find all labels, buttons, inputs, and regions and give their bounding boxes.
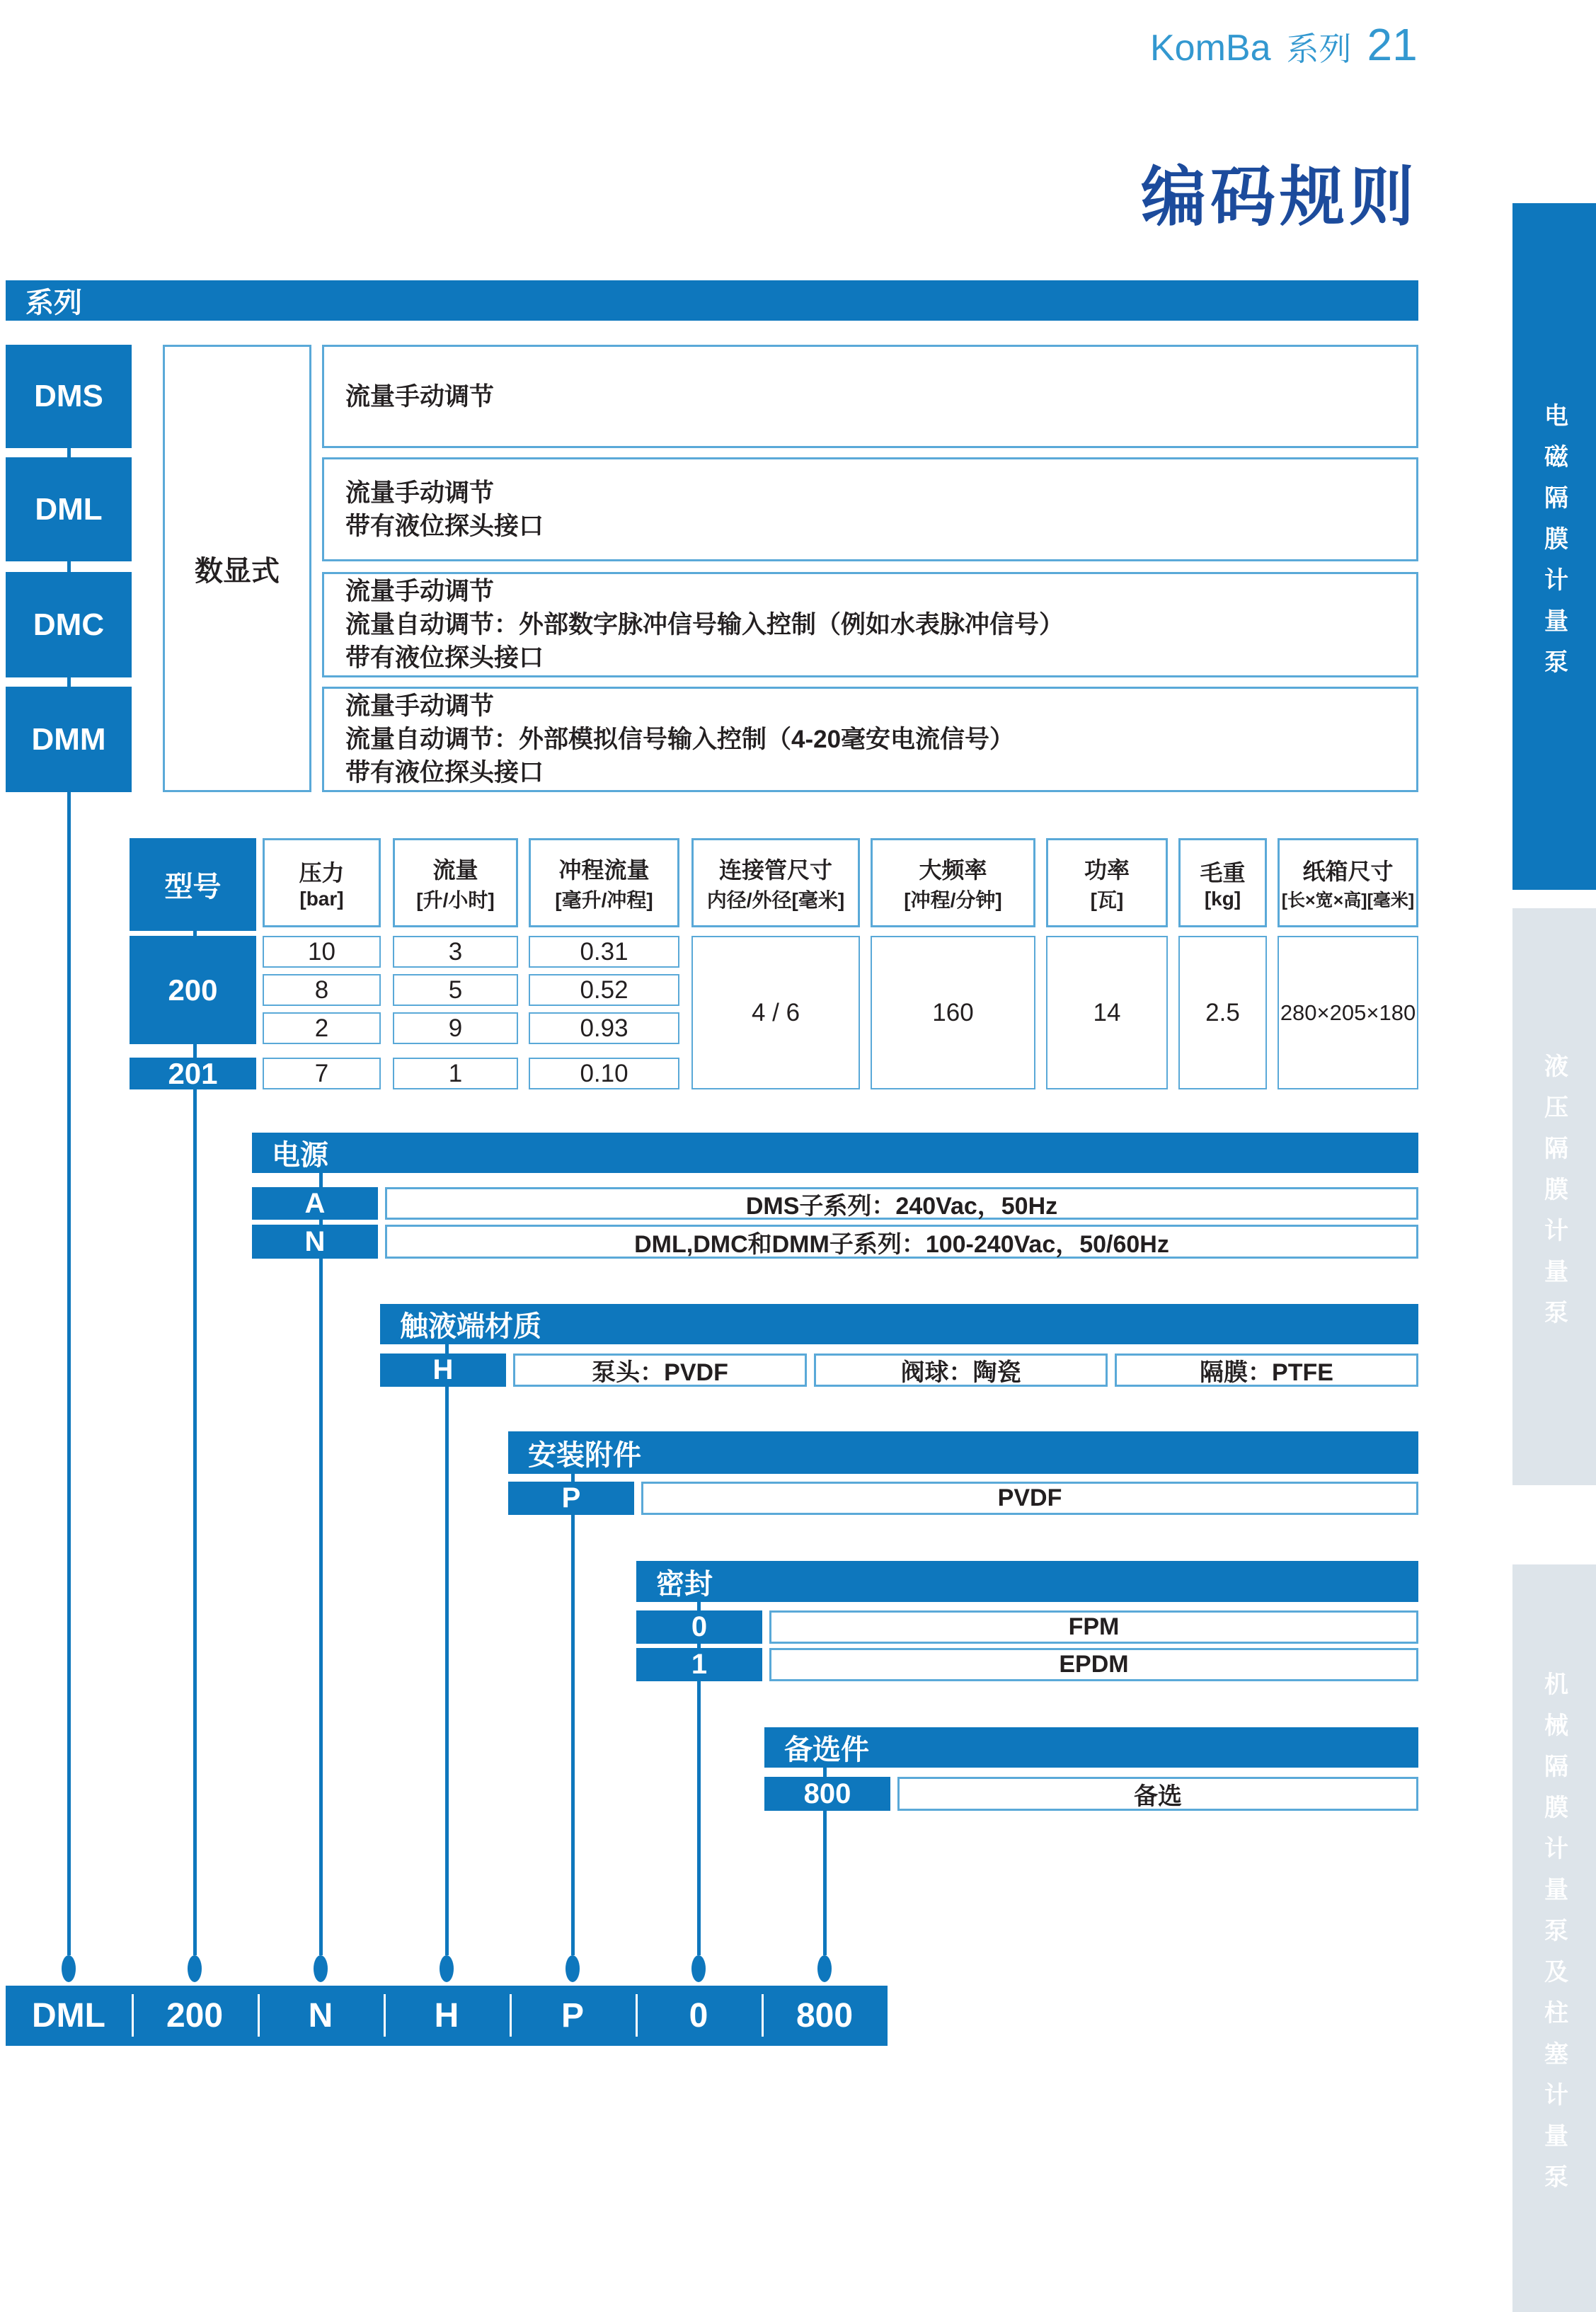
desc-line: 带有液位探头接口 bbox=[345, 512, 544, 540]
table-cell: 2 bbox=[263, 1012, 381, 1044]
code-segment-series: DML bbox=[32, 1997, 105, 2035]
connector-dot bbox=[188, 1955, 202, 1982]
series-desc-dml bbox=[322, 457, 1418, 561]
table-header-frequency: 大频率 [冲程/分钟] bbox=[871, 838, 1035, 927]
connector-line-power bbox=[319, 1140, 323, 1955]
table-cell: 9 bbox=[393, 1012, 518, 1044]
series-desc-dms bbox=[322, 345, 1418, 448]
table-header-pressure: 压力 [bar] bbox=[263, 838, 381, 927]
table-header-carton: 纸箱尺寸 [长×宽×高][毫米] bbox=[1278, 838, 1418, 927]
series-code-dmc-label: DMC bbox=[33, 607, 105, 642]
mounting-code-p: P bbox=[508, 1482, 634, 1515]
table-header-pipe-size: 连接管尺寸 内径/外径[毫米] bbox=[691, 838, 860, 927]
wetted-section-header bbox=[380, 1304, 1418, 1344]
connector-dot bbox=[62, 1955, 76, 1982]
table-header-model-label: 型号 bbox=[164, 871, 222, 903]
merged-cell-pipe-size: 4 / 6 bbox=[691, 936, 860, 1089]
model-200-label: 200 bbox=[168, 973, 218, 1007]
series-section-label: 系列 bbox=[25, 287, 82, 319]
desc-line: 流量手动调节 bbox=[345, 578, 495, 605]
mounting-section-header bbox=[508, 1431, 1418, 1474]
connector-dot bbox=[817, 1955, 832, 1982]
optional-desc: 备选 bbox=[897, 1777, 1418, 1811]
merged-cell-carton: 280×205×180 bbox=[1278, 936, 1418, 1089]
table-header-stroke-flow: 冲程流量 [毫升/冲程] bbox=[529, 838, 679, 927]
page-number: 21 bbox=[1367, 19, 1418, 70]
power-code-a: A bbox=[252, 1187, 378, 1220]
code-segment-power: N bbox=[308, 1997, 333, 2035]
table-cell: 0.52 bbox=[529, 974, 679, 1006]
product-code-bar bbox=[6, 1986, 888, 2046]
merged-cell-power: 14 bbox=[1046, 936, 1168, 1089]
page-title: 编码规则 bbox=[1141, 161, 1419, 234]
sidebar-tab-solenoid-diaphragm-pump: 电磁隔膜计量泵 bbox=[1512, 203, 1596, 890]
model-201-box bbox=[130, 1058, 256, 1089]
series-code-dms-label: DMS bbox=[34, 379, 103, 413]
connector-dot bbox=[440, 1955, 454, 1982]
table-cell: 0.10 bbox=[529, 1058, 679, 1089]
merged-cell-weight: 2.5 bbox=[1178, 936, 1267, 1089]
connector-line-mounting bbox=[571, 1438, 575, 1955]
desc-line: 流量手动调节 bbox=[345, 479, 495, 507]
wetted-material-pump-head: 泵头：PVDF bbox=[513, 1354, 807, 1387]
series-code-dmm-label: DMM bbox=[31, 721, 106, 757]
optional-code-800: 800 bbox=[764, 1777, 890, 1811]
wetted-code-h: H bbox=[380, 1354, 506, 1387]
table-cell: 7 bbox=[263, 1058, 381, 1089]
power-desc-a: DMS子系列：240Vac，50Hz bbox=[385, 1187, 1418, 1220]
code-bar-divider bbox=[636, 1994, 638, 2037]
table-cell: 1 bbox=[393, 1058, 518, 1089]
code-bar-divider bbox=[258, 1994, 260, 2037]
table-header-model bbox=[130, 838, 256, 931]
table-cell: 0.93 bbox=[529, 1012, 679, 1044]
table-cell: 3 bbox=[393, 936, 518, 968]
series-code-dml-label: DML bbox=[35, 491, 103, 527]
desc-line: 流量自动调节：外部模拟信号输入控制（4-20毫安电流信号） bbox=[345, 726, 1015, 753]
code-segment-seal: 0 bbox=[689, 1997, 708, 2035]
series-code-dml bbox=[6, 457, 132, 561]
model-201-label: 201 bbox=[168, 1056, 218, 1090]
code-bar-divider bbox=[132, 1994, 134, 2037]
table-cell: 0.31 bbox=[529, 936, 679, 968]
table-header-power: 功率 [瓦] bbox=[1046, 838, 1168, 927]
model-200-box bbox=[130, 936, 256, 1044]
desc-line: 带有液位探头接口 bbox=[345, 644, 544, 672]
code-segment-mounting: P bbox=[561, 1997, 584, 2035]
connector-line-wetted bbox=[445, 1311, 449, 1955]
desc-line: 带有液位探头接口 bbox=[345, 759, 544, 786]
series-group-label: 数显式 bbox=[195, 555, 280, 587]
seal-section-header bbox=[636, 1561, 1418, 1602]
brand-series-word: 系列 bbox=[1286, 30, 1352, 67]
merged-cell-frequency: 160 bbox=[871, 936, 1035, 1089]
code-segment-wetted: H bbox=[434, 1997, 459, 2035]
table-cell: 5 bbox=[393, 974, 518, 1006]
sidebar-tab-hydraulic-diaphragm-pump: 液压隔膜计量泵 bbox=[1512, 908, 1596, 1485]
code-bar-divider bbox=[762, 1994, 764, 2037]
table-cell: 8 bbox=[263, 974, 381, 1006]
power-code-n: N bbox=[252, 1225, 378, 1259]
series-group-box bbox=[163, 345, 311, 792]
optional-section-title: 备选件 bbox=[784, 1734, 869, 1766]
power-section-title: 电源 bbox=[272, 1140, 328, 1171]
wetted-material-valve-ball: 阀球：陶瓷 bbox=[814, 1354, 1108, 1387]
table-header-flow: 流量 [升/小时] bbox=[393, 838, 518, 927]
table-header-weight: 毛重 [kg] bbox=[1178, 838, 1267, 927]
seal-section-title: 密封 bbox=[656, 1568, 713, 1600]
wetted-section-title: 触液端材质 bbox=[400, 1311, 541, 1342]
page-header bbox=[1150, 18, 1418, 71]
code-segment-model: 200 bbox=[166, 1997, 224, 2035]
sidebar-tab-mechanical-diaphragm-plunger-pump: 机械隔膜计量泵及柱塞计量泵 bbox=[1512, 1564, 1596, 2312]
power-desc-n: DML,DMC和DMM子系列：100-240Vac，50/60Hz bbox=[385, 1225, 1418, 1259]
desc-line: 流量手动调节 bbox=[345, 382, 495, 411]
connector-dot bbox=[314, 1955, 328, 1982]
connector-dot bbox=[566, 1955, 580, 1982]
table-cell: 10 bbox=[263, 936, 381, 968]
code-bar-divider bbox=[510, 1994, 512, 2037]
wetted-material-diaphragm: 隔膜：PTFE bbox=[1115, 1354, 1418, 1387]
series-desc-dmm bbox=[322, 687, 1418, 792]
power-section-header bbox=[252, 1133, 1418, 1173]
optional-section-header bbox=[764, 1727, 1418, 1768]
seal-code-1: 1 bbox=[636, 1648, 762, 1681]
seal-desc-epdm: EPDM bbox=[769, 1648, 1418, 1681]
brand-name: KomBa bbox=[1150, 28, 1271, 69]
code-segment-optional: 800 bbox=[796, 1997, 854, 2035]
desc-line: 流量自动调节：外部数字脉冲信号输入控制（例如水表脉冲信号） bbox=[345, 611, 1064, 639]
series-code-dmm bbox=[6, 687, 132, 792]
mounting-desc: PVDF bbox=[641, 1482, 1418, 1515]
series-code-dmc bbox=[6, 572, 132, 677]
mounting-section-title: 安装附件 bbox=[528, 1439, 641, 1471]
series-desc-dmc bbox=[322, 572, 1418, 677]
seal-desc-fpm: FPM bbox=[769, 1610, 1418, 1644]
seal-code-0: 0 bbox=[636, 1610, 762, 1644]
code-bar-divider bbox=[384, 1994, 386, 2037]
series-section-header bbox=[6, 280, 1418, 321]
series-code-dms bbox=[6, 345, 132, 448]
desc-line: 流量手动调节 bbox=[345, 692, 495, 720]
connector-dot bbox=[691, 1955, 706, 1982]
